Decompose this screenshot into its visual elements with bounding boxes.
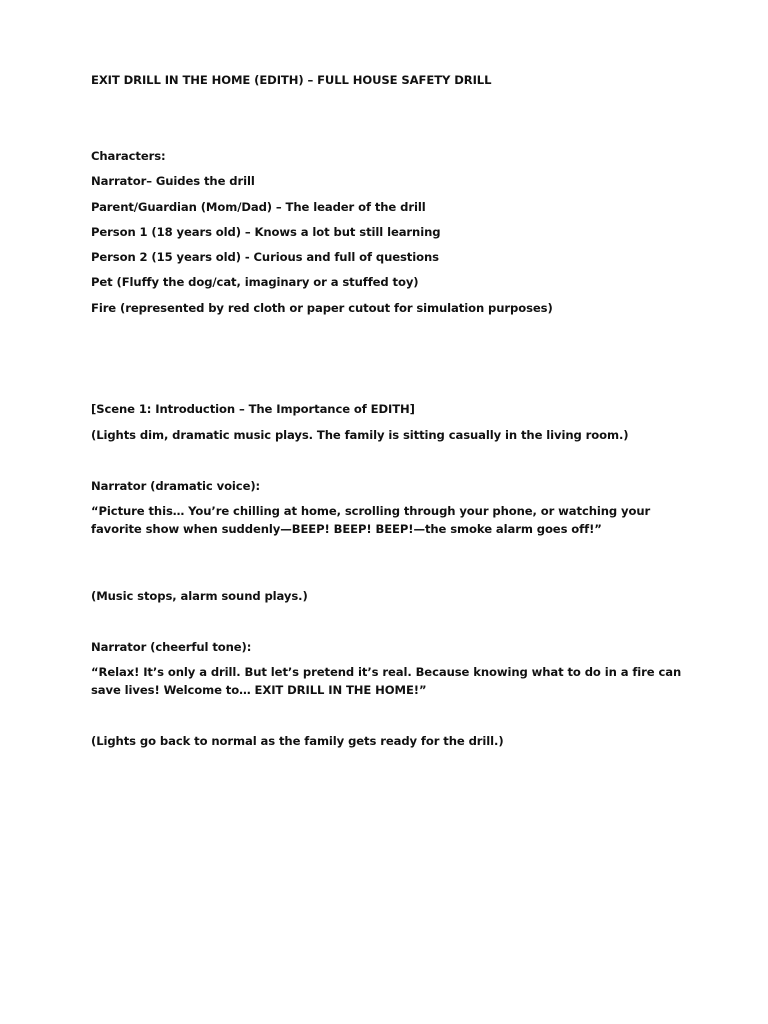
narrator-label-2: Narrator (cheerful tone): xyxy=(91,640,252,654)
character-item-fire: Fire (represented by red cloth or paper cutout for simulation purposes) xyxy=(91,301,553,315)
stage-direction-3: (Lights go back to normal as the family gets ready for the drill.) xyxy=(91,734,504,748)
characters-heading: Characters: xyxy=(91,149,166,163)
document-title: EXIT DRILL IN THE HOME (EDITH) – FULL HOUSE SAFETY DRILL xyxy=(91,73,492,87)
scene-heading: [Scene 1: Introduction – The Importance of EDITH] xyxy=(91,402,415,416)
stage-direction-1: (Lights dim, dramatic music plays. The family is sitting casually in the living room.) xyxy=(91,428,629,442)
stage-direction-2: (Music stops, alarm sound plays.) xyxy=(91,589,308,603)
character-item-parent: Parent/Guardian (Mom/Dad) – The leader of the drill xyxy=(91,200,426,214)
character-item-person2: Person 2 (15 years old) - Curious and full of questions xyxy=(91,250,439,264)
character-item-person1: Person 1 (18 years old) – Knows a lot but still learning xyxy=(91,225,441,239)
narrator-dialogue-2: “Relax! It’s only a drill. But let’s pretend it’s real. Because knowing what to do in a fire can save lives! Welcome to… EXIT DRILL IN THE HOME!” xyxy=(91,665,682,697)
character-item-pet: Pet (Fluffy the dog/cat, imaginary or a stuffed toy) xyxy=(91,275,419,289)
narrator-dialogue-1: “Picture this… You’re chilling at home, scrolling through your phone, or watching your favorite show when suddenly—BEEP! BEEP! BEEP!—the smoke alarm goes off!” xyxy=(91,504,651,536)
narrator-label-1: Narrator (dramatic voice): xyxy=(91,479,261,493)
character-item-narrator: Narrator– Guides the drill xyxy=(91,174,255,188)
